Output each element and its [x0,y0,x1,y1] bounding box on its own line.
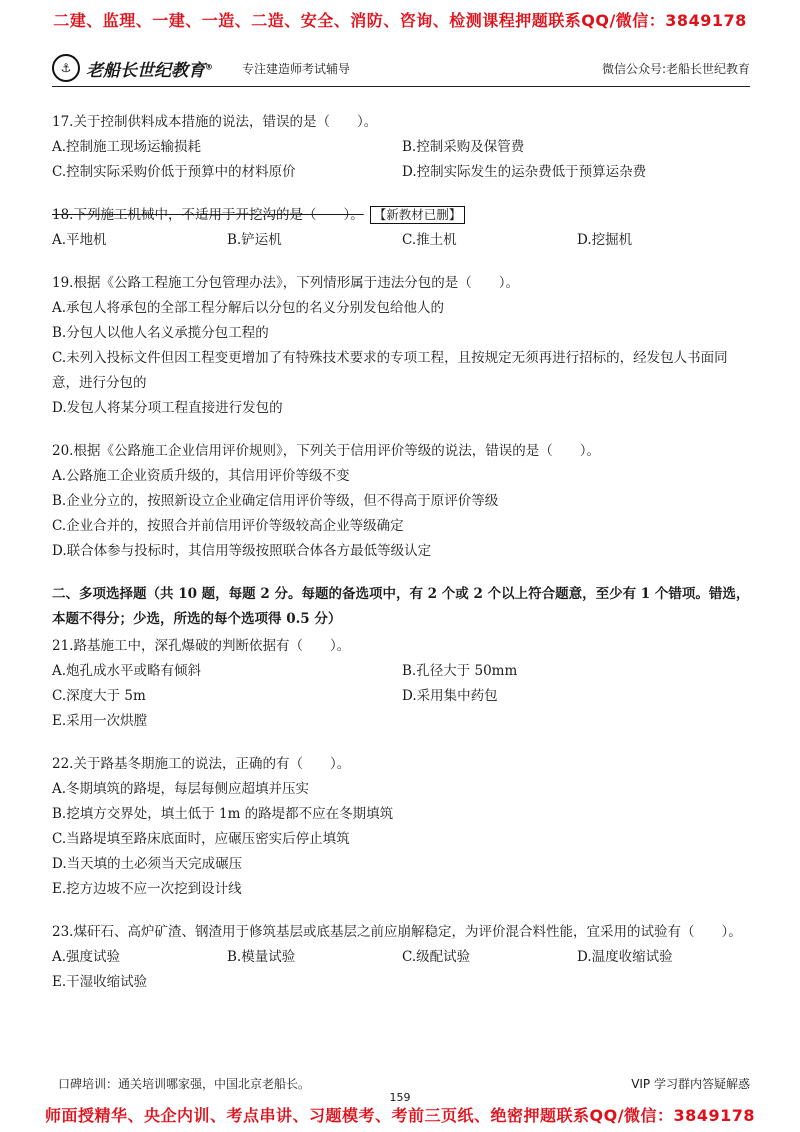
question-17 [52,110,752,185]
option-a: A.平地机 [52,232,107,248]
page-number: 159 [389,1091,411,1104]
question-21 [52,634,752,734]
top-banner: 二建、监理、一建、一造、二造、安全、消防、咨询、检测课程押题联系QQ/微信：3849178 [53,11,747,30]
wechat-account: 微信公众号:老船长世纪教育 [601,62,750,76]
question-stem: 21.路基施工中，深孔爆破的判断依据有（ ）。 [52,638,351,654]
ship-logo-icon: ⚓ [52,54,80,82]
option-a: A.炮孔成水平或略有倾斜 [52,663,202,679]
page-header [52,52,750,87]
option-c: C.当路堤填至路床底面时，应碾压密实后停止填筑 [52,831,350,847]
option-a: A.公路施工企业资质升级的，其信用评价等级不变 [52,468,350,484]
option-e: E.挖方边坡不应一次挖到设计线 [52,881,242,897]
option-d: D.挖掘机 [577,232,633,248]
option-d: D.联合体参与投标时，其信用等级按照联合体各方最低等级认定 [52,543,432,559]
option-d: D.控制实际发生的运杂费低于预算运杂费 [402,164,647,180]
option-c: C.级配试验 [402,949,471,965]
option-b: B.模量试验 [227,949,296,965]
question-22 [52,752,752,902]
brand-logo [52,54,213,82]
footer-vip: VIP 学习群内答疑解惑 [631,1077,750,1091]
option-c: C.未列入投标文件但因工程变更增加了有特殊技术要求的专项工程，且按规定无须再进行招标的，经发包人书面同意，进行分包的 [52,350,728,391]
question-stem-deleted [52,203,752,228]
option-a: A.承包人将承包的全部工程分解后以分包的名义分别发包给他人的 [52,300,445,316]
option-d: D.温度收缩试验 [577,949,673,965]
section-title-multiple-choice: 二、多项选择题（共 10 题，每题 2 分。每题的备选项中，有 2 个或 2 个以上符合题意，至少有 1 个错项。错选，本题不得分；少选，所选的每个选项得 0.5 分） [52,586,750,627]
option-b: B.孔径大于 50mm [402,663,518,679]
question-18 [52,203,752,253]
question-content [52,110,752,1013]
option-c: C.推土机 [402,232,457,248]
option-b: B.分包人以他人名义承揽分包工程的 [52,325,269,341]
registered-mark: ® [205,61,213,71]
question-20 [52,439,752,564]
question-stem: 19.根据《公路工程施工分包管理办法》，下列情形属于违法分包的是（ ）。 [52,275,519,291]
option-c: C.深度大于 5m [52,688,146,704]
option-a: A.控制施工现场运输损耗 [52,139,202,155]
header-slogan: 专注建造师考试辅导 [242,62,351,76]
question-23 [52,920,752,995]
option-b: B.铲运机 [227,232,282,248]
option-b: B.企业分立的，按照新设立企业确定信用评价等级，但不得高于原评价等级 [52,493,499,509]
question-stem: 23.煤矸石、高炉矿渣、钢渣用于修筑基层或底基层之前应崩解稳定，为评价混合料性能，宜采用的试验有（ ）。 [52,924,742,940]
option-group [52,659,752,734]
option-group [52,945,752,970]
bottom-banner: 师面授精华、央企内训、考点串讲、习题模考、考前三页纸、绝密押题联系QQ/微信：3849178 [45,1106,755,1125]
option-d: D.当天填的土必须当天完成碾压 [52,856,243,872]
option-group [52,135,752,185]
question-stem: 22.关于路基冬期施工的说法，正确的有（ ）。 [52,756,351,772]
deleted-tag: 【新教材已删】 [370,206,466,224]
option-d: D.发包人将某分项工程直接进行发包的 [52,400,283,416]
question-19 [52,271,752,421]
struck-stem: 18.下列施工机械中，不适用于开挖沟的是（ ）。 [52,207,364,223]
option-b: B.控制采购及保管费 [402,139,525,155]
option-e: E.采用一次烘膛 [52,713,148,729]
option-group [52,228,752,253]
option-e: E.干湿收缩试验 [52,974,148,990]
option-c: C.控制实际采购价低于预算中的材料原价 [52,164,296,180]
footer-slogan: 口碑培训：通关培训哪家强，中国北京老船长。 [58,1077,311,1091]
option-b: B.挖填方交界处，填土低于 1m 的路堤都不应在冬期填筑 [52,806,394,822]
question-stem: 17.关于控制供料成本措施的说法，错误的是（ ）。 [52,114,378,130]
logo-text: 老船长世纪教育® [86,60,213,81]
option-d: D.采用集中药包 [402,688,498,704]
question-stem: 20.根据《公路施工企业信用评价规则》，下列关于信用评价等级的说法，错误的是（ ）。 [52,443,600,459]
option-a: A.冬期填筑的路堤，每层每侧应超填并压实 [52,781,310,797]
option-a: A.强度试验 [52,949,121,965]
option-c: C.企业合并的，按照合并前信用评价等级较高企业等级确定 [52,518,404,534]
